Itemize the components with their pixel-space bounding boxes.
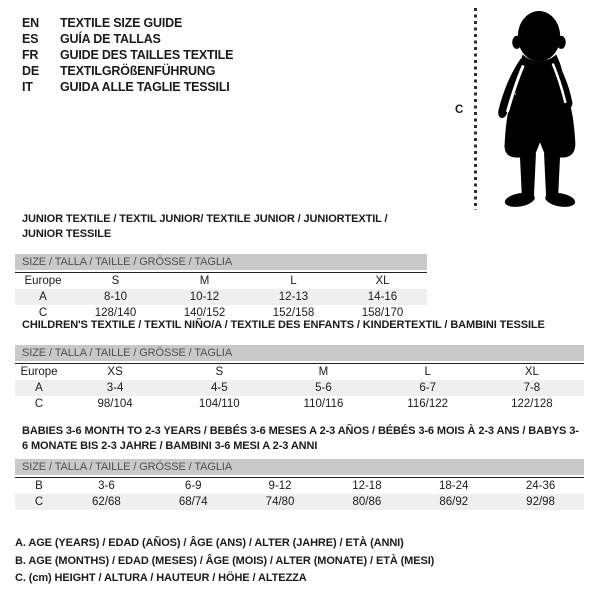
size-cell: 24-36 xyxy=(525,480,556,492)
row-label: Europe xyxy=(24,275,62,287)
junior-textile-table xyxy=(15,212,427,321)
language-item xyxy=(22,47,233,63)
size-cell: 3-6 xyxy=(98,480,115,492)
legend-item: A. AGE (YEARS) / EDAD (AÑOS) / ÂGE (ANS) / ALTER (JAHRE) / ETÀ (ANNI) xyxy=(15,537,404,549)
legend-item: C. (cm) HEIGHT / ALTURA / HAUTEUR / HÖHE / ALTEZZA xyxy=(15,572,307,584)
language-code: FR xyxy=(22,48,39,62)
table-title: JUNIOR TEXTILE / TEXTIL JUNIOR/ TEXTILE JUNIOR / JUNIORTEXTIL / JUNIOR TESSILE xyxy=(22,213,388,240)
size-cell: 74/80 xyxy=(265,496,295,508)
height-dotted-line xyxy=(474,8,477,210)
guide-title: GUÍA DE TALLAS xyxy=(60,32,161,46)
size-cell: M xyxy=(318,366,329,378)
size-cell: 12-13 xyxy=(278,291,309,303)
row-label: A xyxy=(35,382,43,394)
size-cell: L xyxy=(290,275,297,287)
size-cell: 14-16 xyxy=(367,291,398,303)
guide-title: TEXTILGRÖßENFÜHRUNG xyxy=(60,64,216,78)
row-label: C xyxy=(34,398,44,410)
language-item xyxy=(22,79,233,95)
table-row xyxy=(15,289,427,305)
size-cell: 18-24 xyxy=(439,480,469,492)
language-item xyxy=(22,63,233,79)
language-code: EN xyxy=(22,16,39,30)
table-row xyxy=(15,380,584,396)
size-cell: XS xyxy=(107,366,123,378)
children-textile-table xyxy=(15,318,584,412)
size-cell: 98/104 xyxy=(97,398,133,410)
size-table xyxy=(15,477,584,510)
table-title: BABIES 3-6 MONTH TO 2-3 YEARS / BEBÉS 3-6 MESES A 2-3 AÑOS / BÉBÉS 3-6 MOIS À 2-3 ANS / BABYS 3-6 MONATE BIS 2-3 JAHRE / BAMBINI 3-6 MESI A 2-3 ANNI xyxy=(22,425,579,452)
language-list xyxy=(22,15,233,95)
size-table xyxy=(15,363,584,412)
legend-item: B. AGE (MONTHS) / EDAD (MESES) / ÂGE (MOIS) / ALTER (MONATE) / ETÀ (MESI) xyxy=(15,554,435,567)
row-label: Europe xyxy=(20,366,58,378)
language-item xyxy=(22,15,233,31)
size-cell: 8-10 xyxy=(103,291,128,303)
size-cell: 4-5 xyxy=(210,382,228,394)
row-label: C xyxy=(38,307,48,319)
row-label: A xyxy=(39,291,47,303)
size-cell: 104/110 xyxy=(198,398,240,410)
height-label: C xyxy=(455,104,464,116)
size-cell: XL xyxy=(524,366,539,378)
size-header-bar: SIZE / TALLA / TAILLE / GRÖSSE / TAGLIA xyxy=(15,254,427,270)
table-title: CHILDREN'S TEXTILE / TEXTIL NIÑO/A / TEXTILE DES ENFANTS / KINDERTEXTIL / BAMBINI TESSILE xyxy=(22,319,545,331)
size-cell: 7-8 xyxy=(523,382,541,394)
size-cell: M xyxy=(199,275,210,287)
guide-title: GUIDE DES TAILLES TEXTILE xyxy=(60,48,234,62)
size-cell: 92/98 xyxy=(526,496,555,508)
table-row xyxy=(15,494,584,510)
size-cell: 158/170 xyxy=(361,307,404,319)
language-code: DE xyxy=(22,64,39,78)
size-header-bar: SIZE / TALLA / TAILLE / GRÖSSE / TAGLIA xyxy=(15,345,584,361)
language-code: ES xyxy=(22,32,39,46)
size-cell: 128/140 xyxy=(94,307,137,319)
size-cell: 6-7 xyxy=(419,382,436,394)
size-header-bar: SIZE / TALLA / TAILLE / GRÖSSE / TAGLIA xyxy=(15,459,584,475)
language-item xyxy=(22,31,233,47)
size-cell: 116/122 xyxy=(407,398,449,410)
guide-title: GUIDA ALLE TAGLIE TESSILI xyxy=(60,80,230,94)
size-cell: XL xyxy=(375,275,390,287)
size-table xyxy=(15,272,427,321)
row-label: B xyxy=(35,480,43,492)
size-cell: 80/86 xyxy=(352,496,382,508)
size-cell: 6-9 xyxy=(184,480,202,492)
table-row xyxy=(15,478,584,495)
table-row xyxy=(15,396,584,412)
babies-textile-table xyxy=(15,424,584,510)
size-cell: 62/68 xyxy=(92,496,121,508)
size-cell: S xyxy=(111,275,120,287)
table-row xyxy=(15,364,584,381)
size-cell: 110/116 xyxy=(303,398,344,410)
baby-silhouette-icon xyxy=(486,6,594,212)
table-row xyxy=(15,273,427,290)
size-cell: 3-4 xyxy=(106,382,124,394)
size-cell: 10-12 xyxy=(189,291,220,303)
language-code: IT xyxy=(22,80,33,94)
size-cell: S xyxy=(215,366,224,378)
size-cell: 5-6 xyxy=(315,382,332,394)
size-cell: L xyxy=(424,366,431,378)
size-cell: 122/128 xyxy=(511,398,553,410)
size-cell: 140/152 xyxy=(183,307,226,319)
guide-title: TEXTILE SIZE GUIDE xyxy=(60,16,183,30)
size-cell: 152/158 xyxy=(272,307,315,319)
size-cell: 68/74 xyxy=(178,496,208,508)
row-label: C xyxy=(34,496,44,508)
size-cell: 86/92 xyxy=(439,496,469,508)
size-cell: 9-12 xyxy=(268,480,292,492)
size-cell: 12-18 xyxy=(352,480,382,492)
legend xyxy=(15,535,434,588)
